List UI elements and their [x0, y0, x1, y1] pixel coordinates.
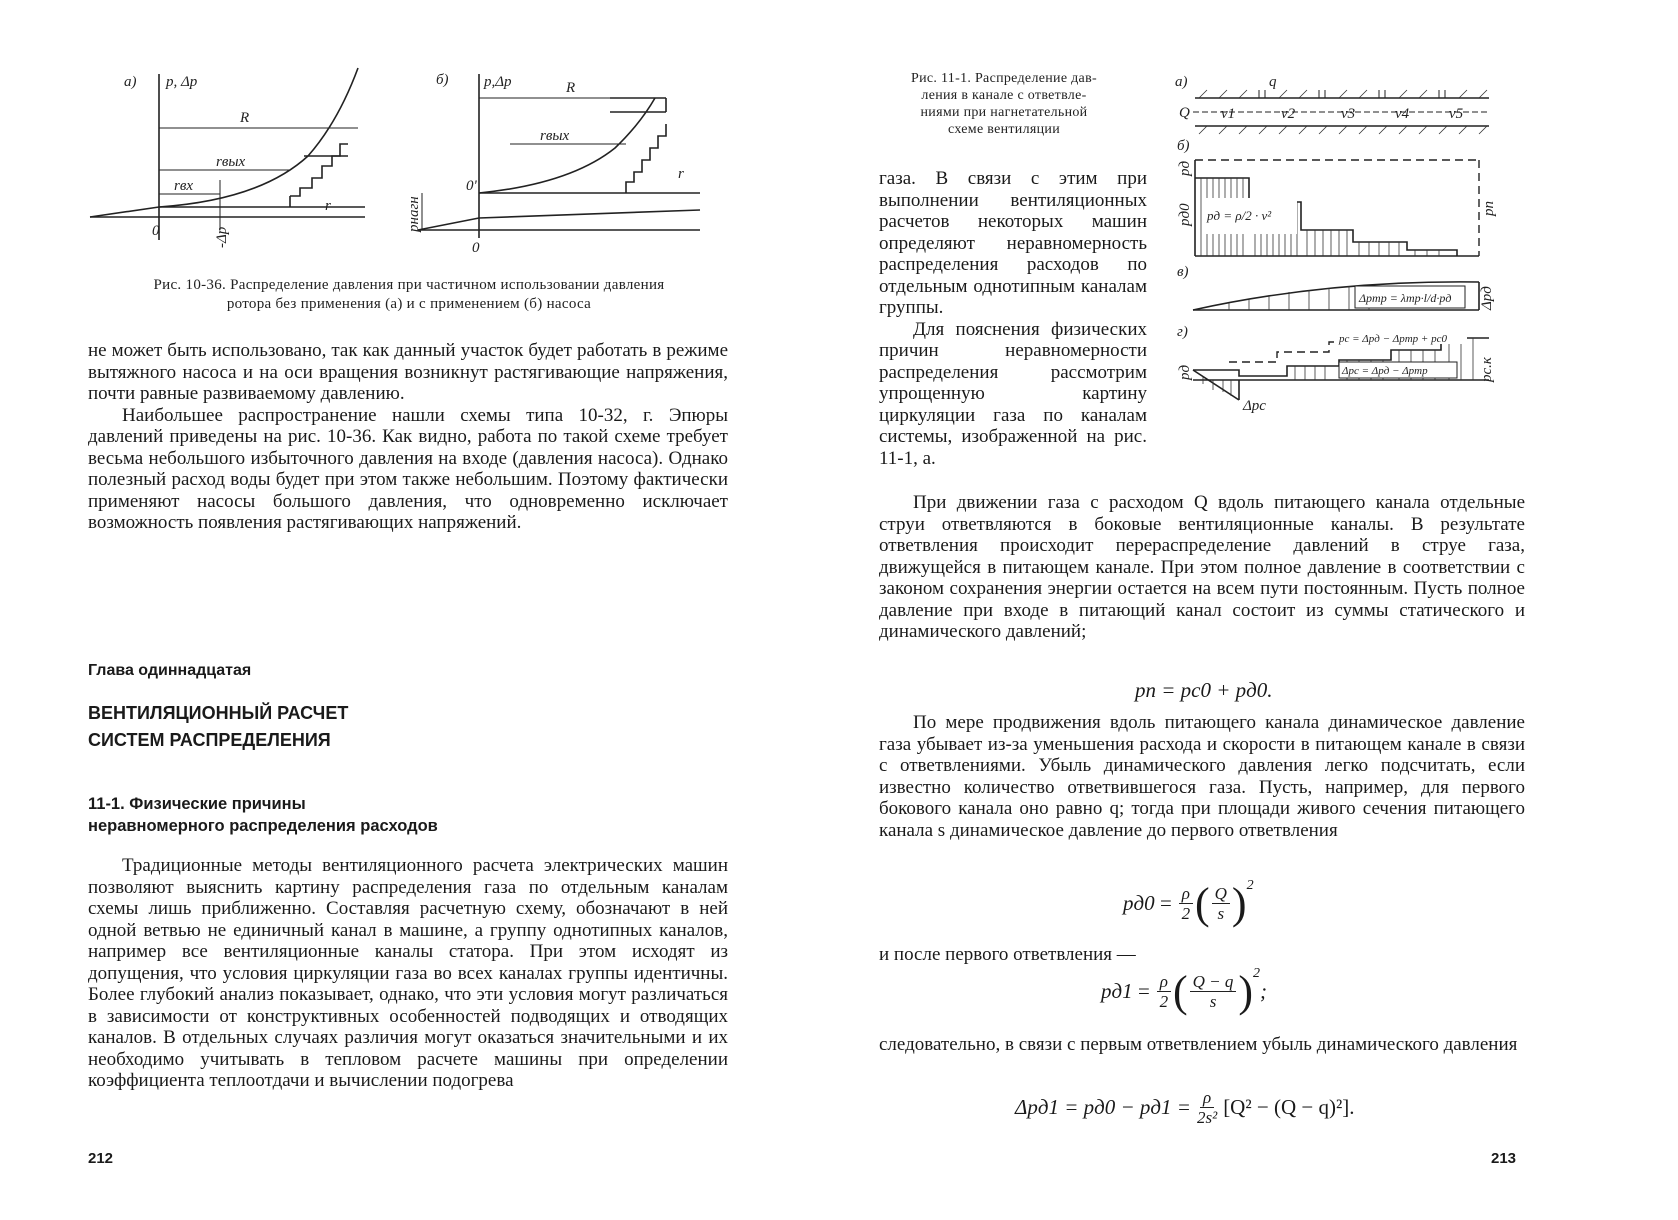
chapter-label: Глава одиннадцатая: [88, 662, 252, 679]
panel-a-label: а): [1175, 74, 1188, 90]
section-title: [88, 793, 608, 837]
section-title-line-2: неравномерного распределения расходов: [88, 817, 438, 835]
figure-caption-line-2: ления в канале с ответвле-: [921, 88, 1087, 103]
psk-label: pс.к: [1479, 357, 1495, 382]
p-pump-label: pнагн: [406, 196, 422, 232]
formula-3-fraction: [1157, 972, 1171, 1011]
right-body-text-4: [879, 1034, 1525, 1056]
r-label: r: [678, 166, 684, 182]
pd-small-label: pд: [1177, 364, 1193, 380]
figure-caption-line-4: схеме вентиляции: [947, 122, 1060, 137]
formula-3-inner-den: s: [1209, 992, 1217, 1011]
figure-caption-line-2: ротора без применения (а) и с применением (б) насоса: [226, 296, 592, 312]
r-out-label: rвых: [540, 128, 570, 144]
panel-b-label: б): [436, 72, 449, 88]
R-label: R: [566, 80, 576, 96]
origin-label: 0: [152, 223, 160, 239]
formula-3-frac-num: ρ: [1157, 972, 1171, 992]
paragraph: Наибольшее распространение нашли схемы типа 10-32, г. Эпюры давлений приведены на рис. 10-36. Как видно, работа по такой схеме требует весьма небольшого избыточного давления на входе (давления насоса). Однако полезный расход воды будет при этом также небольшим. Поэтому фактически применяют насосы большого давления, что одновременно исключает возможность появления растягивающих напряжений.: [88, 404, 728, 533]
formula-3-tail: ;: [1260, 979, 1268, 1003]
pc-formula-top: pс = Δpд − Δpтр + pс0: [1339, 333, 1447, 345]
figure-10-36-panel-b: [400, 60, 720, 260]
R-label: R: [240, 110, 250, 126]
side-text: [879, 168, 1147, 469]
section-body-text: [88, 855, 728, 1092]
formula-4-rhs: [Q² − (Q − q)²].: [1223, 1095, 1355, 1119]
dp-friction-formula: Δpтр = λтр·l/d·pд: [1359, 291, 1452, 305]
chapter-title-line-1: ВЕНТИЛЯЦИОННЫЙ РАСЧЕТ: [88, 703, 349, 723]
formula-2-lhs: pд0: [1123, 891, 1155, 915]
formula-2-power: 2: [1246, 878, 1254, 893]
pd-formula: pд = ρ/2 · v²: [1207, 208, 1272, 223]
formula-1: [1135, 678, 1273, 703]
formula-2-fraction: [1179, 884, 1193, 923]
formula-2-inner-num: Q: [1212, 884, 1230, 904]
section-title-line-1: 11-1. Физические причины: [88, 795, 306, 813]
paragraph: и после первого ответвления —: [879, 944, 1136, 965]
panel-b-label: б): [1177, 138, 1190, 154]
paragraph: При движении газа с расходом Q вдоль питающего канала отдельные струи ответвляются в боковые вентиляционные каналы. В результате ответвления происходит перераспределение давлений в струе газа, движущейся в питающем канале. При этом полное давление в соответствии с законом сохранения энергии остается на всем пути постоянным. Пусть полное давление при входе в питающий канал состоит из суммы статического и динамического давлений;: [879, 492, 1525, 642]
pd-label: pд: [1177, 160, 1193, 176]
formula-3-power: 2: [1253, 966, 1261, 981]
origin-prime-label: 0': [466, 178, 477, 194]
paragraph: следовательно, в связи с первым ответвлением убыль динамического давления: [879, 1034, 1518, 1055]
formula-3-lhs: pд1: [1101, 979, 1133, 1003]
right-body-text-3: [879, 944, 1525, 966]
panel-c-label: в): [1177, 264, 1189, 280]
formula-4-frac-den: 2s²: [1196, 1108, 1218, 1127]
formula-2-frac-den: 2: [1181, 904, 1191, 923]
paragraph: Традиционные методы вентиляционного расчета электрических машин позволяют выяснить картину распределения газа по отдельным каналам схемы лишь приближенно. Составляя расчетную схему, обозначают в ней одной ветвью не единичный канал в машине, а группу однотипных каналов, например все вентиляционные каналы статора. При этом исходят из допущения, что условия циркуляции газа во всех каналах группы идентичны. Более глубокий анализ показывает, однако, что эти условия могут различаться в зависимости от конструктивных особенностей подводящих и отводящих каналов. В отдельных случаях различия могут оказаться значительными и их необходимо учитывать в тепловом расчете машины при определении коэффициента теплоотдачи и вычислении подогрева: [88, 855, 728, 1091]
pn-label: pп: [1481, 201, 1497, 216]
velocity-label: v3: [1341, 106, 1356, 122]
left-body-text: [88, 340, 728, 534]
pc-formula-bottom: Δpс = Δpд − Δpтр: [1342, 365, 1428, 377]
page-number: 213: [1491, 1150, 1517, 1167]
figure-caption-line-3: ниями при нагнетательной: [920, 105, 1088, 120]
formula-1-lhs: pп: [1135, 678, 1156, 702]
formula-3-inner-num: Q − q: [1190, 972, 1237, 992]
formula-3-frac-den: 2: [1159, 992, 1169, 1011]
paragraph: не может быть использовано, так как данный участок будет работать в режиме вытяжного насоса и на оси вращения возникнут растягивающие напряжения, почти равные развиваемому давлению.: [88, 340, 728, 404]
formula-3-inner-fraction: [1190, 972, 1237, 1011]
right-body-text-1: [879, 492, 1525, 643]
formula-4-frac-num: ρ: [1200, 1088, 1214, 1108]
minus-dp-label: -Δp: [214, 226, 230, 248]
panel-d-label: г): [1177, 324, 1188, 340]
formula-2-frac-num: ρ: [1179, 884, 1193, 904]
formula-1-rhs: = pс0 + pд0.: [1161, 678, 1273, 702]
paragraph: По мере продвижения вдоль питающего канала динамическое давление газа убывает из-за уменьшения расхода и скорости в питающем канале в связи с ответвлениями. Убыль динамического давления легко подсчитать, если известно количество ответвившегося газа. Пусть, например, для первого бокового канала оно равно q; тогда при площади живого сечения питающего канала s динамическое давление до первого ответвления: [879, 712, 1525, 841]
velocity-label: v4: [1395, 106, 1410, 122]
paragraph: газа. В связи с этим при выполнении вентиляционных расчетов некоторых машин определяют неравномерность распределения расходов по отдельным однотипным каналам группы.: [879, 168, 1147, 318]
figure-caption-line-1: Рис. 10-36. Распределение давления при частичном использовании давления: [153, 277, 665, 293]
dpc-label: Δpс: [1243, 398, 1266, 414]
chapter-title: [88, 700, 488, 754]
formula-4-lhs: Δpд1 = pд0 − pд1 =: [1015, 1095, 1191, 1119]
pd0-label: pд0: [1177, 203, 1193, 226]
dp-d-label: Δpд: [1479, 286, 1495, 310]
velocity-label: v5: [1449, 106, 1464, 122]
y-axis-label: p, Δp: [166, 74, 198, 90]
formula-3: pд1 = $\frac{\rho}{2}$ ( $\frac{Q - q}{s}$ ) 2 ;: [1101, 966, 1268, 1016]
formula-2: pд0 = $\frac{\rho}{2}$ ( $\frac{Q}{s}$ ) 2: [1123, 878, 1254, 928]
chapter-title-line-2: СИСТЕМ РАСПРЕДЕЛЕНИЯ: [88, 730, 331, 750]
figure-caption: [879, 70, 1129, 138]
formula-2-inner-fraction: [1212, 884, 1230, 923]
page-number: 212: [88, 1150, 114, 1167]
formula-3-eq: =: [1136, 979, 1151, 1003]
panel-a-label: а): [124, 74, 137, 90]
y-axis-label: p,Δp: [484, 74, 512, 90]
figure-10-36-panel-a: [80, 60, 380, 260]
r-label: r: [325, 198, 331, 214]
right-body-text-2: [879, 712, 1525, 841]
formula-4: [1015, 1088, 1355, 1127]
formula-4-fraction: [1197, 1088, 1217, 1127]
r-out-label: rвых: [216, 154, 246, 170]
figure-11-1: [1169, 70, 1499, 460]
origin-label: 0: [472, 240, 480, 256]
right-page: [839, 0, 1678, 1220]
formula-2-inner-den: s: [1217, 904, 1225, 923]
flow-label: Q: [1179, 105, 1190, 121]
formula-2-eq: =: [1158, 891, 1173, 915]
branch-label: q: [1269, 74, 1277, 90]
figure-caption-line-1: Рис. 11-1. Распределение дав-: [911, 71, 1097, 86]
r-in-label: rвх: [174, 178, 194, 194]
velocity-label: v2: [1281, 106, 1296, 122]
paragraph: Для пояснения физических причин неравномерности распределения рассмотрим упрощенную картину циркуляции газа по каналам системы, изображенной на рис. 11-1, а.: [879, 318, 1147, 469]
velocity-label: v1: [1221, 106, 1236, 122]
figure-caption: [84, 276, 734, 314]
